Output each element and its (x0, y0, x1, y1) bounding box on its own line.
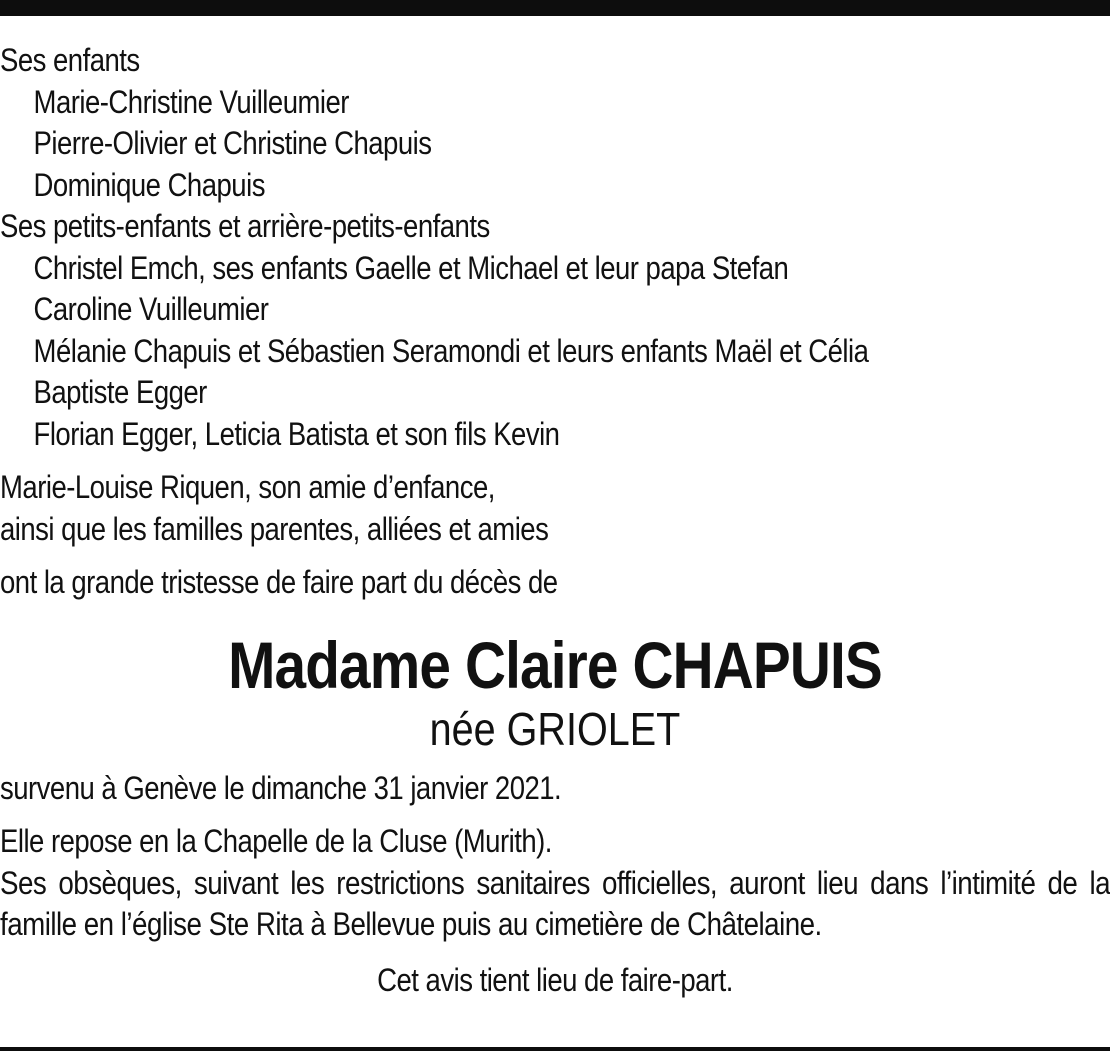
child-name: Marie-Christine Vuilleumier (33, 83, 349, 120)
death-notice (0, 40, 1110, 1001)
deceased-name: Madame Claire CHAPUIS (228, 627, 882, 702)
grandchild-name: Christel Emch, ses enfants Gaelle et Michael et leur papa Stefan (33, 249, 789, 286)
death-info: survenu à Genève le dimanche 31 janvier 2021. (0, 769, 562, 806)
child-name: Dominique Chapuis (33, 166, 265, 203)
maiden-name: née GRIOLET (429, 702, 681, 755)
grandchild-name: Florian Egger, Leticia Batista et son fils Kevin (33, 415, 560, 452)
rest-place: Elle repose en la Chapelle de la Cluse (Murith). (0, 823, 552, 859)
grandchildren-heading: Ses petits-enfants et arrière-petits-enfants (0, 208, 490, 244)
friend-line: Marie-Louise Riquen, son amie d’enfance, (0, 469, 495, 505)
announcement-text: ont la grande tristesse de faire part du décès de (0, 564, 558, 600)
grandchild-name: Baptiste Egger (33, 374, 207, 410)
child-name: Pierre-Olivier et Christine Chapuis (33, 125, 432, 161)
bottom-border-rule (0, 1047, 1110, 1051)
grandchild-name: Mélanie Chapuis et Sébastien Seramondi et leurs enfants Maël et Célia (33, 332, 869, 369)
families-line: ainsi que les familles parentes, alliées et amies (0, 510, 549, 547)
closing-note: Cet avis tient lieu de faire-part. (377, 961, 733, 998)
children-heading: Ses enfants (0, 42, 140, 78)
grandchild-name: Caroline Vuilleumier (33, 291, 269, 327)
funeral-details: Ses obsèques, suivant les restrictions sanitaires officielles, auront lieu dans l’intimité de la famille en l’église Ste Rita à Bellevue puis au cimetière de Châtelaine. (0, 864, 1110, 942)
top-border-rule (0, 0, 1110, 16)
